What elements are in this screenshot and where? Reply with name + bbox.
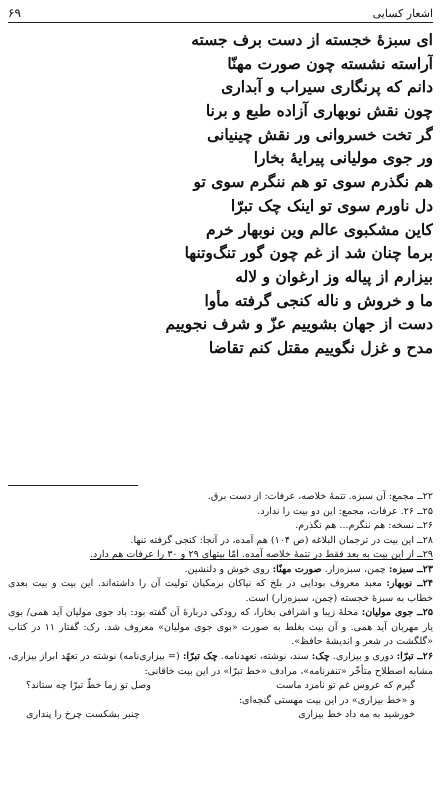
verse-line: دانم که پرنگاری سیراب و آبداری xyxy=(221,77,433,97)
footnote-text: سند، نوشته، تعهدنامه. xyxy=(217,651,312,663)
footnote-text: ۲۶ــ نسخه: هم ننگرم... هم نگذرم. xyxy=(295,520,433,532)
page-number: ۶۹ xyxy=(8,6,21,20)
quoted-couplet xyxy=(8,679,433,694)
footnote xyxy=(8,577,433,606)
footnotes xyxy=(8,490,433,723)
footnote-text: معبد معروف بودایی در بلخ که نیاکان برمکیان تولیت آن را داشته‌اند. این بیت و بیت بعدی خطاب به سبزهٔ خجسته (چمن، سبزه‌زار) است. xyxy=(8,578,433,604)
footnote-term: ۲۴ــ نوبهار: xyxy=(386,578,434,590)
footnote-text: ۲۵ــ ۲۶. عرفات، مجمع: این دو بیت را ندارد. xyxy=(257,505,433,517)
footnote-text: ۲۸ــ این بیت در ترجمان البلاغه (ص ۱۰۴) هم آمده، در آنجا: کنجی گرفته تنها. xyxy=(130,534,433,546)
verse-line: برما چنان شد از غم چون گور تنگ‌وتنها xyxy=(184,243,433,263)
footnote-separator xyxy=(8,485,138,486)
footnote-term: چک: xyxy=(311,651,330,663)
hemistich: گیرم که عروس غم تو نامزد ماست xyxy=(276,680,415,692)
verse-line: کاین مشکبوی عالم وین نوبهار خرم xyxy=(205,219,433,239)
footnote xyxy=(8,534,433,549)
footnote-text: محلهٔ زیبا و اشرافی بخارا، که رودکی دربارهٔ آن گفته بود: باد جوی مولیان آید همی/ بوی یار مهربان آید همی. و آن بیت بغلط به صورت «بوی جوی مولیان» معروف شد. رک: گفتار ۱۱ در کتاب «گلگشت در شعر و اندیشهٔ حافظ». xyxy=(8,607,433,648)
footnote-term: چک تبرّا: xyxy=(182,651,218,663)
footnote xyxy=(8,694,433,709)
footnote xyxy=(8,548,433,563)
verse-line: چون نقش نوبهاری آزاده طبع و برنا xyxy=(205,101,433,121)
running-title: اشعار کسایی xyxy=(372,6,433,20)
footnote xyxy=(8,519,433,534)
footnote-text: روی خوش و دلنشین. xyxy=(184,563,273,575)
footnote-text: (= بیزاری‌نامه) نوشته در تعهّد ابراز بیزاری، مشابه اصطلاح متأخّر «تنفرنامه»، مرادف «خط تبرّا» در این بیت خاقانی: xyxy=(8,651,433,677)
hemistich: وصل تو زما خطّ تبرّا چه ستاند؟ xyxy=(26,680,151,692)
footnote-term: ۲۶ــ تبرّا: xyxy=(396,651,433,663)
verse-line: هم نگذرم سوی تو هم ننگرم سوی تو xyxy=(193,172,433,192)
quoted-couplet xyxy=(8,708,433,723)
footnote-text: و «خط بیزاری» در این بیت مهستی گنجه‌ای: xyxy=(238,694,415,706)
footnote-text: ۲۹ــ از این بیت به بعد فقط در تتمهٔ خلاصه آمده. امّا بیتهای ۲۹ و ۳۰ را عرفات هم دارد. xyxy=(89,549,433,561)
footnote-term: ۲۳ــ سبزه: xyxy=(388,563,433,575)
footnote-text: چمن، سبزه‌زار. xyxy=(321,563,389,575)
footnote xyxy=(8,650,433,679)
footnote-text: دوری و بیزاری. xyxy=(329,651,397,663)
verse-line: مدح و غزل نگوییم مقتل کنم تقاضا xyxy=(208,337,433,357)
page-header xyxy=(8,4,433,23)
verse-line: آراسته نشسته چون صورت مهنّا xyxy=(227,53,433,73)
footnote-term: صورت مهنّا: xyxy=(272,563,322,575)
poem-verses xyxy=(8,28,433,360)
verse-line: ما و خروش و ناله کنجی گرفته مأوا xyxy=(204,290,433,310)
hemistich: چنبر بشکست چرخ را پنداری xyxy=(26,709,140,721)
verse-line: ای سبزهٔ خجسته از دست برف جسته xyxy=(191,30,433,49)
footnote xyxy=(8,563,433,578)
footnote xyxy=(8,490,433,505)
footnote-term: ۲۵ــ جوی مولیان: xyxy=(361,607,433,619)
verse-line: دست از جهان بشوییم عزّ و شرف نجوییم xyxy=(165,314,433,334)
footnote xyxy=(8,505,433,520)
verse-line: گر تخت خسروانی ور نقش چینیانی xyxy=(207,124,433,144)
verse-line: دل ناورم سوی تو اینک چک تبرّا xyxy=(230,195,433,215)
footnote-text: ۲۲ــ مجمع: آن سبزه. تتمهٔ خلاصه، عرفات: از دست برق. xyxy=(207,491,433,502)
footnote xyxy=(8,606,433,650)
verse-line: بیزارم از پیاله وز ارغوان و لاله xyxy=(235,266,433,286)
hemistich: خورشید به مه داد خط بیزاری xyxy=(298,709,415,721)
verse-line: ور جوی مولیانی پیرایهٔ بخارا xyxy=(253,148,433,168)
